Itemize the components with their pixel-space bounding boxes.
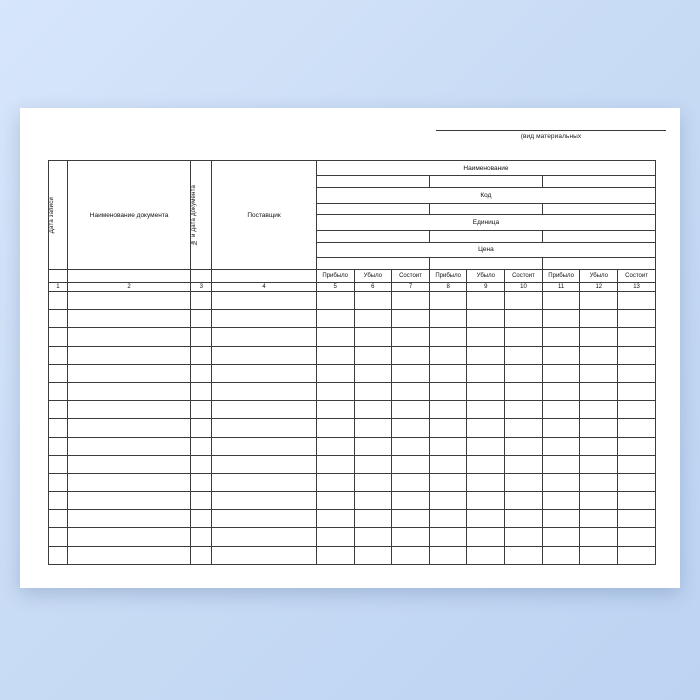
cell[interactable] [505,292,543,310]
cell[interactable] [542,401,580,419]
cell[interactable] [191,419,212,437]
cell[interactable] [429,346,467,364]
cell[interactable] [505,346,543,364]
cell[interactable] [49,437,68,455]
cell[interactable] [212,492,317,510]
cell[interactable] [429,510,467,528]
cell[interactable] [505,492,543,510]
cell[interactable] [316,546,354,564]
cell[interactable] [49,473,68,491]
cell[interactable] [191,455,212,473]
cell[interactable] [580,492,618,510]
cell[interactable] [392,419,430,437]
cell[interactable] [542,455,580,473]
cell[interactable] [392,492,430,510]
cell[interactable] [392,382,430,400]
cell[interactable] [67,437,190,455]
unit-blank-c [542,230,655,242]
cell[interactable] [505,328,543,346]
cell[interactable] [392,346,430,364]
cell[interactable] [212,328,317,346]
column-number-row [49,283,656,292]
cell[interactable] [580,382,618,400]
cell[interactable] [67,328,190,346]
cell[interactable] [542,437,580,455]
cell[interactable] [49,328,68,346]
code-blank-a [316,203,429,215]
col-head-document-name [67,161,190,270]
cell[interactable] [505,401,543,419]
col-head-document-name-label: Наименование документа [89,211,169,219]
cell[interactable] [618,492,656,510]
cell[interactable] [542,419,580,437]
cell[interactable] [467,364,505,382]
cell[interactable] [354,328,392,346]
cell[interactable] [316,437,354,455]
cell[interactable] [191,401,212,419]
cell[interactable] [67,455,190,473]
table-row[interactable] [49,346,656,364]
cell[interactable] [580,346,618,364]
cell[interactable] [467,546,505,564]
cell[interactable] [191,364,212,382]
cell[interactable] [392,364,430,382]
cell[interactable] [49,310,68,328]
cell[interactable] [392,473,430,491]
cell[interactable] [212,346,317,364]
cell[interactable] [580,455,618,473]
cell[interactable] [580,364,618,382]
cell[interactable] [505,546,543,564]
cell[interactable] [618,401,656,419]
cell[interactable] [354,310,392,328]
cell[interactable] [49,455,68,473]
cell[interactable] [580,510,618,528]
movement-head-0: Прибыло [316,270,354,283]
cell[interactable] [429,328,467,346]
movement-head-4: Убыло [467,270,505,283]
cell[interactable] [316,455,354,473]
cell[interactable] [354,528,392,546]
cell[interactable] [580,401,618,419]
cell[interactable] [354,492,392,510]
cell[interactable] [429,401,467,419]
cell[interactable] [191,382,212,400]
movement-head-6: Прибыло [542,270,580,283]
group-label-name: Наименование [316,161,655,176]
subhead-spacer-3 [191,270,212,283]
name-blank-b [429,176,542,188]
cell[interactable] [618,310,656,328]
code-blank-b [429,203,542,215]
table-row[interactable] [49,382,656,400]
cell[interactable] [467,473,505,491]
cell[interactable] [49,401,68,419]
column-number-4: 4 [212,283,317,292]
subhead-spacer-2 [67,270,190,283]
table-row[interactable] [49,419,656,437]
cell[interactable] [618,382,656,400]
cell[interactable] [316,382,354,400]
cell[interactable] [542,492,580,510]
cell[interactable] [212,382,317,400]
cell[interactable] [618,546,656,564]
movement-subheader-row [49,270,656,283]
cell[interactable] [392,528,430,546]
cell[interactable] [429,382,467,400]
cell[interactable] [49,364,68,382]
column-number-5: 5 [316,283,354,292]
cell[interactable] [67,382,190,400]
cell[interactable] [429,419,467,437]
cell[interactable] [429,437,467,455]
cell[interactable] [191,492,212,510]
cell[interactable] [392,292,430,310]
cell[interactable] [429,455,467,473]
column-number-3: 3 [191,283,212,292]
cell[interactable] [316,419,354,437]
cell[interactable] [392,401,430,419]
cell[interactable] [354,473,392,491]
col-head-supplier [212,161,317,270]
document-header-note [436,130,666,140]
cell[interactable] [354,510,392,528]
group-label-code: Код [316,188,655,203]
table-row[interactable] [49,473,656,491]
cell[interactable] [429,492,467,510]
cell[interactable] [505,473,543,491]
cell[interactable] [212,473,317,491]
cell[interactable] [354,437,392,455]
group-label-price: Цена [316,242,655,257]
column-number-13: 13 [618,283,656,292]
cell[interactable] [354,292,392,310]
cell[interactable] [191,528,212,546]
cell[interactable] [580,437,618,455]
cell[interactable] [191,546,212,564]
cell[interactable] [354,546,392,564]
cell[interactable] [49,510,68,528]
cell[interactable] [212,401,317,419]
cell[interactable] [392,437,430,455]
cell[interactable] [354,419,392,437]
cell[interactable] [316,292,354,310]
cell[interactable] [392,310,430,328]
cell[interactable] [467,510,505,528]
cell[interactable] [67,364,190,382]
cell[interactable] [467,455,505,473]
cell[interactable] [505,419,543,437]
code-blank-c [542,203,655,215]
cell[interactable] [316,528,354,546]
cell[interactable] [49,546,68,564]
cell[interactable] [618,364,656,382]
cell[interactable] [49,528,68,546]
cell[interactable] [191,346,212,364]
cell[interactable] [212,510,317,528]
cell[interactable] [580,310,618,328]
table-row[interactable] [49,328,656,346]
cell[interactable] [618,328,656,346]
header-rule [436,130,666,131]
cell[interactable] [467,401,505,419]
cell[interactable] [542,328,580,346]
cell[interactable] [580,473,618,491]
cell[interactable] [392,546,430,564]
cell[interactable] [316,401,354,419]
cell[interactable] [67,528,190,546]
document-sheet [20,108,680,588]
cell[interactable] [618,437,656,455]
cell[interactable] [429,528,467,546]
subhead-spacer-1 [49,270,68,283]
cell[interactable] [505,382,543,400]
unit-blank-a [316,230,429,242]
col-head-document-number-label: № и дата документа [191,185,198,245]
col-head-document-number [191,161,212,270]
movement-head-5: Состоит [505,270,543,283]
header-caption: (вид материальных [520,133,582,140]
column-number-2: 2 [67,283,190,292]
cell[interactable] [67,492,190,510]
cell[interactable] [542,364,580,382]
price-blank-c [542,258,655,270]
cell[interactable] [316,492,354,510]
cell[interactable] [67,346,190,364]
cell[interactable] [429,473,467,491]
cell[interactable] [618,419,656,437]
column-number-7: 7 [392,283,430,292]
table-row[interactable] [49,437,656,455]
cell[interactable] [580,419,618,437]
cell[interactable] [354,455,392,473]
cell[interactable] [67,310,190,328]
cell[interactable] [316,510,354,528]
cell[interactable] [467,437,505,455]
cell[interactable] [67,292,190,310]
cell[interactable] [505,455,543,473]
cell[interactable] [67,419,190,437]
cell[interactable] [212,437,317,455]
cell[interactable] [467,528,505,546]
cell[interactable] [467,328,505,346]
cell[interactable] [429,364,467,382]
movement-head-3: Прибыло [429,270,467,283]
cell[interactable] [354,364,392,382]
cell[interactable] [580,328,618,346]
cell[interactable] [191,328,212,346]
cell[interactable] [618,292,656,310]
cell[interactable] [212,419,317,437]
cell[interactable] [49,292,68,310]
cell[interactable] [505,510,543,528]
cell[interactable] [542,310,580,328]
cell[interactable] [505,364,543,382]
table-row[interactable] [49,310,656,328]
cell[interactable] [212,364,317,382]
cell[interactable] [467,346,505,364]
table-row[interactable] [49,292,656,310]
cell[interactable] [212,546,317,564]
cell[interactable] [67,473,190,491]
cell[interactable] [212,455,317,473]
cell[interactable] [49,382,68,400]
column-number-1: 1 [49,283,68,292]
register-table [48,160,656,565]
cell[interactable] [49,419,68,437]
col-head-supplier-label: Поставщик [247,211,281,219]
col-head-date-label: Дата записи [49,196,55,234]
cell[interactable] [429,546,467,564]
cell[interactable] [316,310,354,328]
cell[interactable] [49,346,68,364]
cell[interactable] [467,492,505,510]
cell[interactable] [618,528,656,546]
cell[interactable] [467,310,505,328]
table-row[interactable] [49,455,656,473]
cell[interactable] [212,310,317,328]
cell[interactable] [542,510,580,528]
column-number-12: 12 [580,283,618,292]
cell[interactable] [542,528,580,546]
cell[interactable] [505,310,543,328]
table-row[interactable] [49,546,656,564]
cell[interactable] [392,510,430,528]
price-blank-b [429,258,542,270]
cell[interactable] [618,473,656,491]
movement-head-7: Убыло [580,270,618,283]
cell[interactable] [191,437,212,455]
table-row[interactable] [49,492,656,510]
cell[interactable] [212,528,317,546]
cell[interactable] [467,382,505,400]
movement-head-2: Состоит [392,270,430,283]
cell[interactable] [316,364,354,382]
cell[interactable] [542,346,580,364]
column-number-8: 8 [429,283,467,292]
cell[interactable] [467,419,505,437]
cell[interactable] [191,310,212,328]
column-number-6: 6 [354,283,392,292]
cell[interactable] [429,310,467,328]
cell[interactable] [191,292,212,310]
cell[interactable] [542,382,580,400]
header-row-naименование [49,161,656,176]
cell[interactable] [49,492,68,510]
cell[interactable] [542,292,580,310]
col-head-date [49,161,68,270]
cell[interactable] [354,346,392,364]
movement-head-8: Состоит [618,270,656,283]
price-blank-a [316,258,429,270]
table-row[interactable] [49,401,656,419]
cell[interactable] [316,473,354,491]
movement-head-1: Убыло [354,270,392,283]
cell[interactable] [542,473,580,491]
unit-blank-b [429,230,542,242]
cell[interactable] [580,292,618,310]
column-number-9: 9 [467,283,505,292]
subhead-spacer-4 [212,270,317,283]
cell[interactable] [467,292,505,310]
cell[interactable] [191,473,212,491]
cell[interactable] [392,328,430,346]
cell[interactable] [580,546,618,564]
table-row[interactable] [49,510,656,528]
cell[interactable] [618,510,656,528]
cell[interactable] [316,328,354,346]
cell[interactable] [505,437,543,455]
cell[interactable] [212,292,317,310]
group-label-unit: Единица [316,215,655,230]
table-row[interactable] [49,528,656,546]
cell[interactable] [67,510,190,528]
cell[interactable] [67,546,190,564]
cell[interactable] [191,510,212,528]
cell[interactable] [429,292,467,310]
cell[interactable] [505,528,543,546]
table-row[interactable] [49,364,656,382]
cell[interactable] [354,382,392,400]
cell[interactable] [67,401,190,419]
name-blank-c [542,176,655,188]
cell[interactable] [392,455,430,473]
column-number-10: 10 [505,283,543,292]
cell[interactable] [542,546,580,564]
column-number-11: 11 [542,283,580,292]
cell[interactable] [580,528,618,546]
cell[interactable] [354,401,392,419]
cell[interactable] [316,346,354,364]
name-blank-a [316,176,429,188]
cell[interactable] [618,455,656,473]
cell[interactable] [618,346,656,364]
